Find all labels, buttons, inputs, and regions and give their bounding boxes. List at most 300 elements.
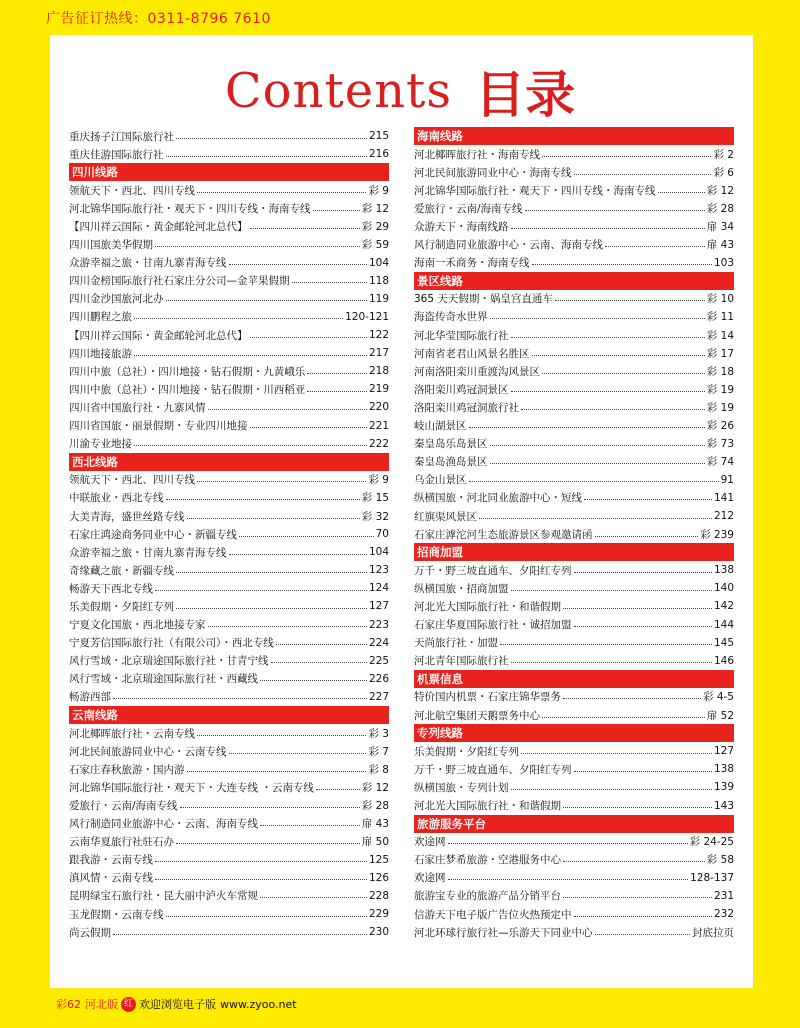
toc-entry[interactable]: [414, 398, 734, 416]
toc-entry-name: 风行制造同业旅游中心・云南、海南专线: [69, 818, 258, 831]
toc-entry[interactable]: [69, 616, 389, 634]
toc-leader-dots: [229, 554, 367, 555]
toc-entry-page: 104: [368, 546, 389, 559]
toc-leader-dots: [511, 337, 705, 338]
toc-entry[interactable]: [69, 724, 389, 742]
toc-entry[interactable]: [69, 670, 389, 688]
toc-entry-name: 河北椰晖旅行社・海南专线: [414, 148, 540, 161]
toc-entry[interactable]: [414, 308, 734, 326]
toc-entry-page: 223: [368, 618, 389, 631]
toc-entry-page: 124: [368, 582, 389, 595]
toc-leader-dots: [134, 355, 367, 356]
toc-entry[interactable]: [69, 652, 389, 670]
toc-entry-page: 彩 14: [706, 329, 734, 342]
toc-entry-page: 229: [368, 908, 389, 921]
toc-entry-page: 彩 18: [706, 365, 734, 378]
section-header: 专列线路: [414, 724, 734, 742]
section-header: 旅游服务平台: [414, 815, 734, 833]
toc-entry-page: 70: [375, 528, 389, 541]
toc-entry[interactable]: [69, 471, 389, 489]
toc-entry[interactable]: [414, 344, 734, 362]
toc-entry[interactable]: [69, 561, 389, 579]
toc-entry-page: 142: [713, 600, 734, 613]
toc-entry-page: 126: [368, 871, 389, 884]
toc-leader-dots: [166, 916, 367, 917]
toc-entry-name: 四川省国旅・丽景假期・专业四川地接: [69, 420, 248, 433]
toc-entry-page: 彩 15: [361, 492, 389, 505]
toc-entry-name: 纵横国旅・专列计划: [414, 781, 509, 794]
toc-entry-page: 125: [368, 853, 389, 866]
toc-entry-name: 大美青海，盛世丝路专线: [69, 510, 185, 523]
toc-entry-name: 宁夏芳信国际旅行社（有限公司）・西北专线: [69, 637, 274, 650]
toc-entry-page: 彩 28: [361, 800, 389, 813]
toc-entry[interactable]: [414, 923, 734, 941]
toc-entry-page: 彩 9: [368, 184, 389, 197]
toc-entry[interactable]: [414, 417, 734, 435]
toc-entry[interactable]: [414, 905, 734, 923]
toc-leader-dots: [563, 897, 712, 898]
toc-entry-name: 岐山湖景区: [414, 420, 467, 433]
toc-entry-name: 石家庄滹沱河生态旅游景区参观邀请函: [414, 528, 593, 541]
toc-entry-page: 彩 24-25: [689, 836, 734, 849]
toc-entry-name: 四川省中国旅行社・九寨风情: [69, 401, 206, 414]
toc-entry-name: 欢途网: [414, 836, 446, 849]
toc-entry[interactable]: [69, 833, 389, 851]
toc-entry[interactable]: [69, 181, 389, 199]
toc-leader-dots: [134, 318, 343, 319]
toc-entry[interactable]: [69, 525, 389, 543]
toc-leader-dots: [197, 192, 366, 193]
toc-entry-name: 重庆扬子江国际旅行社: [69, 130, 174, 143]
toc-entry-name: 领航天下・西北、四川专线: [69, 184, 195, 197]
toc-leader-dots: [574, 626, 712, 627]
toc-entry-name: 众游天下・海南线路: [414, 221, 509, 234]
toc-entry-name: 石家庄华夏国际旅行社・诚招加盟: [414, 619, 572, 632]
toc-entry-page: 230: [368, 926, 389, 939]
toc-leader-dots: [292, 282, 367, 283]
toc-leader-dots: [316, 789, 360, 790]
toc-entry[interactable]: [69, 815, 389, 833]
toc-entry[interactable]: [414, 561, 734, 579]
toc-entry[interactable]: [69, 290, 389, 308]
toc-entry[interactable]: [69, 923, 389, 941]
toc-entry-page: 212: [713, 510, 734, 523]
toc-entry[interactable]: [69, 308, 389, 326]
toc-entry-page: 123: [368, 564, 389, 577]
toc-leader-dots: [542, 717, 705, 718]
toc-entry-name: 信游天下电子版广告位火热预定中: [414, 908, 572, 921]
toc-entry-page: 221: [368, 419, 389, 432]
footer-url[interactable]: www.zyoo.net: [220, 997, 297, 1011]
toc-entry[interactable]: [69, 344, 389, 362]
toc-leader-dots: [584, 499, 712, 500]
toc-leader-dots: [113, 934, 367, 935]
toc-entry-page: 104: [368, 256, 389, 269]
toc-entry[interactable]: [414, 796, 734, 814]
toc-entry-name: 尚云假期: [69, 926, 111, 939]
toc-entry-page: 彩 239: [700, 528, 734, 541]
toc-entry[interactable]: [69, 362, 389, 380]
toc-leader-dots: [511, 391, 705, 392]
toc-entry-page: 彩 12: [361, 202, 389, 215]
toc-entry-page: 彩 32: [361, 510, 389, 523]
toc-leader-dots: [574, 174, 712, 175]
toc-entry-name: 中联旅业・西北专线: [69, 492, 164, 505]
toc-entry-page: 146: [713, 654, 734, 667]
toc-entry-name: 365 天天假期・娲皇宫直通车: [414, 293, 553, 306]
toc-entry[interactable]: [414, 435, 734, 453]
toc-entry[interactable]: [414, 706, 734, 724]
toc-entry[interactable]: [414, 634, 734, 652]
toc-entry[interactable]: [414, 254, 734, 272]
toc-leader-dots: [250, 427, 367, 428]
section-header: 西北线路: [69, 453, 389, 471]
toc-leader-dots: [574, 771, 712, 772]
toc-leader-dots: [555, 300, 705, 301]
toc-entry-page: 彩 74: [706, 456, 734, 469]
toc-entry-name: 玉龙假期・云南专线: [69, 908, 164, 921]
toc-entry[interactable]: [69, 579, 389, 597]
toc-entry-name: 纵横国旅・河北同业旅游中心・短线: [414, 492, 582, 505]
toc-entry-name: 河北青年国际旅行社: [414, 655, 509, 668]
toc-entry[interactable]: [69, 272, 389, 290]
toc-entry-name: 河南省老君山风景名胜区: [414, 347, 530, 360]
title-chinese: 目录: [475, 66, 576, 124]
toc-leader-dots: [479, 518, 712, 519]
toc-entry-page: 彩 19: [706, 383, 734, 396]
toc-entry-name: 秦皇岛渔岛景区: [414, 456, 488, 469]
toc-entry-page: 143: [713, 799, 734, 812]
toc-entry-page: 彩 4-5: [703, 691, 734, 704]
toc-entry[interactable]: [414, 326, 734, 344]
toc-entry[interactable]: [69, 380, 389, 398]
toc-entry-page: 225: [368, 654, 389, 667]
toc-entry-name: 河北民间旅游同业中心・海南专线: [414, 166, 572, 179]
toc-entry[interactable]: [69, 796, 389, 814]
toc-entry-name: 乐美假期・夕阳红专列: [414, 745, 519, 758]
toc-entry-name: 风行雪域・北京瑞途国际旅行社・西藏线: [69, 673, 258, 686]
toc-leader-dots: [187, 771, 367, 772]
toc-leader-dots: [155, 590, 367, 591]
toc-entry-page: 扉 50: [361, 836, 389, 849]
toc-entry-page: 215: [368, 130, 389, 143]
toc-entry-name: 海盗传奇水世界: [414, 311, 488, 324]
toc-entry[interactable]: [69, 127, 389, 145]
toc-entry-page: 118: [368, 274, 389, 287]
toc-entry-name: 四川金榜国际旅行社石家庄分公司—金苹果假期: [69, 275, 290, 288]
toc-entry-page: 彩 26: [706, 420, 734, 433]
toc-leader-dots: [276, 644, 367, 645]
toc-entry[interactable]: [69, 507, 389, 525]
toc-entry-page: 彩 28: [706, 202, 734, 215]
toc-entry[interactable]: [414, 851, 734, 869]
toc-entry-name: 海南一禾商务・海南专线: [414, 257, 530, 270]
toc-leader-dots: [260, 897, 367, 898]
section-header: 云南线路: [69, 706, 389, 724]
toc-entry[interactable]: [414, 833, 734, 851]
toc-entry-page: 127: [368, 600, 389, 613]
toc-leader-dots: [511, 662, 712, 663]
toc-entry-name: 乌金山景区: [414, 474, 467, 487]
toc-leader-dots: [229, 264, 367, 265]
toc-entry-page: 彩 19: [706, 401, 734, 414]
toc-entry[interactable]: [414, 887, 734, 905]
toc-entry-page: 封底拉页: [692, 926, 734, 939]
toc-leader-dots: [500, 644, 712, 645]
toc-entry[interactable]: [414, 163, 734, 181]
toc-entry-page: 彩 58: [706, 854, 734, 867]
toc-entry-name: 爱旅行・云南/海南专线: [69, 800, 178, 813]
toc-leader-dots: [155, 861, 367, 862]
toc-entry-name: 四川金沙国旅河北办: [69, 293, 164, 306]
toc-entry[interactable]: [414, 362, 734, 380]
toc-entry[interactable]: [69, 597, 389, 615]
toc-entry[interactable]: [69, 887, 389, 905]
toc-entry[interactable]: [69, 326, 389, 344]
toc-entry[interactable]: [414, 489, 734, 507]
toc-entry-page: 219: [368, 383, 389, 396]
toc-entry-name: 河北光大国际旅行社・和谐假期: [414, 600, 561, 613]
toc-entry-page: 216: [368, 148, 389, 161]
toc-leader-dots: [521, 409, 705, 410]
toc-entry[interactable]: [414, 597, 734, 615]
toc-leader-dots: [448, 843, 688, 844]
section-header: 景区线路: [414, 272, 734, 290]
toc-entry[interactable]: [414, 453, 734, 471]
toc-entry-name: 特价国内机票・石家庄锦华票务: [414, 691, 561, 704]
toc-entry-page: 222: [368, 437, 389, 450]
toc-entry-page: 144: [713, 618, 734, 631]
toc-leader-dots: [307, 391, 367, 392]
toc-entry-page: 218: [368, 365, 389, 378]
toc-entry-page: 138: [713, 763, 734, 776]
toc-entry[interactable]: [414, 471, 734, 489]
toc-entry-name: 河北航空集团天鹅票务中心: [414, 709, 540, 722]
toc-leader-dots: [595, 934, 691, 935]
toc-entry-name: 红旗渠风景区: [414, 510, 477, 523]
footer-edition: 河北版: [85, 998, 118, 1011]
toc-entry[interactable]: [414, 507, 734, 525]
toc-entry[interactable]: [69, 742, 389, 760]
toc-entry-name: 领航天下・西北、四川专线: [69, 474, 195, 487]
toc-leader-dots: [542, 373, 705, 374]
toc-leader-dots: [176, 572, 367, 573]
toc-entry-name: 河北锦华国际旅行社・观天下・四川专线・海南专线: [414, 184, 656, 197]
toc-entry-page: 224: [368, 636, 389, 649]
toc-entry[interactable]: [414, 290, 734, 308]
toc-entry[interactable]: [69, 869, 389, 887]
toc-leader-dots: [469, 427, 705, 428]
toc-entry[interactable]: [414, 869, 734, 887]
toc-entry-name: 畅游天下西北专线: [69, 582, 153, 595]
toc-entry-name: 洛阳栾川鸡冠洞旅行社: [414, 401, 519, 414]
toc-entry[interactable]: [69, 417, 389, 435]
toc-entry[interactable]: [414, 380, 734, 398]
toc-entry-page: 彩 2: [713, 148, 734, 161]
footer-badge-icon: 红: [121, 997, 136, 1012]
toc-leader-dots: [313, 210, 360, 211]
toc-entry-page: 彩 6: [713, 166, 734, 179]
toc-entry-name: 四川地接旅游: [69, 347, 132, 360]
toc-entry[interactable]: [69, 688, 389, 706]
toc-entry[interactable]: [414, 217, 734, 235]
toc-entry-name: 纵横国旅・招商加盟: [414, 582, 509, 595]
toc-entry[interactable]: [69, 254, 389, 272]
toc-entry-name: 畅游西部: [69, 691, 111, 704]
toc-entry-page: 彩 12: [361, 781, 389, 794]
toc-entry[interactable]: [414, 778, 734, 796]
title-english: Contents: [224, 63, 452, 119]
toc-entry[interactable]: [414, 742, 734, 760]
toc-leader-dots: [166, 499, 360, 500]
toc-leader-dots: [574, 572, 712, 573]
ad-hotline: 广告征订热线：0311-8796 7610: [46, 11, 271, 27]
toc-leader-dots: [511, 228, 705, 229]
toc-entry-name: 万千・野三坡直通车、夕阳红专列: [414, 564, 572, 577]
toc-leader-dots: [208, 409, 367, 410]
toc-entry-name: 四川国旅美华假期: [69, 239, 153, 252]
toc-leader-dots: [532, 264, 712, 265]
toc-entry-name: 跟我游・云南专线: [69, 854, 153, 867]
toc-entry-page: 彩 7: [368, 745, 389, 758]
section-header: 海南线路: [414, 127, 734, 145]
toc-entry[interactable]: [414, 579, 734, 597]
toc-entry-page: 彩 17: [706, 347, 734, 360]
toc-entry-name: 秦皇岛乐岛景区: [414, 438, 488, 451]
toc-leader-dots: [511, 789, 712, 790]
toc-entry[interactable]: [414, 236, 734, 254]
toc-entry-name: 重庆佳游国际旅行社: [69, 148, 164, 161]
toc-entry[interactable]: [414, 525, 734, 543]
toc-entry-page: 91: [720, 473, 734, 486]
toc-entry-name: 四川鹏程之旅: [69, 311, 132, 324]
toc-entry-name: 云南华夏旅行社驻石办: [69, 836, 174, 849]
toc-entry[interactable]: [69, 489, 389, 507]
toc-leader-dots: [448, 879, 689, 880]
toc-entry-page: 彩 59: [361, 239, 389, 252]
toc-entry-name: 昆明绿宝石旅行社・昆大丽中泸火车常规: [69, 890, 258, 903]
toc-right-column: [414, 127, 734, 941]
toc-entry-page: 122: [368, 329, 389, 342]
toc-leader-dots: [176, 608, 367, 609]
toc-entry-page: 彩 11: [706, 311, 734, 324]
toc-entry[interactable]: [69, 435, 389, 453]
toc-leader-dots: [134, 445, 367, 446]
toc-entry[interactable]: [69, 905, 389, 923]
toc-entry-name: 旅游宝专业的旅游产品分销平台: [414, 890, 561, 903]
toc-entry[interactable]: [414, 181, 734, 199]
toc-entry[interactable]: [69, 398, 389, 416]
page-title: [0, 55, 800, 127]
toc-leader-dots: [605, 246, 705, 247]
toc-entry-page: 彩 12: [706, 184, 734, 197]
toc-entry-page: 140: [713, 582, 734, 595]
toc-entry-page: 120-121: [345, 310, 389, 323]
toc-entry[interactable]: [69, 760, 389, 778]
toc-entry[interactable]: [414, 616, 734, 634]
toc-entry-page: 扉 43: [706, 239, 734, 252]
toc-entry-name: 宁夏文化国旅・西北地接专家: [69, 619, 206, 632]
toc-leader-dots: [469, 481, 719, 482]
toc-entry[interactable]: [69, 851, 389, 869]
toc-entry-page: 103: [713, 256, 734, 269]
toc-entry[interactable]: [69, 145, 389, 163]
toc-leader-dots: [239, 536, 374, 537]
toc-entry[interactable]: [69, 778, 389, 796]
toc-leader-dots: [176, 138, 367, 139]
toc-entry-name: 石家庄梦希旅游・空港服务中心: [414, 854, 561, 867]
toc-entry-name: 风行制造同业旅游中心・云南、海南专线: [414, 239, 603, 252]
toc-entry-name: 河北锦华国际旅行社・观天下・四川专线・海南专线: [69, 202, 311, 215]
toc-entry[interactable]: [414, 145, 734, 163]
toc-left-column: [69, 127, 389, 941]
toc-entry[interactable]: [69, 543, 389, 561]
toc-entry-page: 139: [713, 781, 734, 794]
toc-entry[interactable]: [69, 217, 389, 235]
toc-leader-dots: [511, 590, 712, 591]
toc-entry-name: 众游幸福之旅・甘南九寨青海专线: [69, 257, 227, 270]
footer-page-label: 彩62: [56, 998, 81, 1011]
toc-entry[interactable]: [69, 236, 389, 254]
toc-entry-page: 彩 29: [361, 221, 389, 234]
toc-entry[interactable]: [69, 634, 389, 652]
toc-entry[interactable]: [69, 199, 389, 217]
toc-leader-dots: [187, 518, 360, 519]
toc-entry-name: 【四川祥云国际・黄金邮轮河北总代】: [69, 329, 248, 342]
toc-leader-dots: [197, 735, 366, 736]
toc-entry[interactable]: [414, 652, 734, 670]
toc-leader-dots: [563, 807, 712, 808]
toc-entry-name: 滇风情・云南专线: [69, 872, 153, 885]
page-footer: [56, 996, 297, 1012]
toc-entry-name: 石家庄春秋旅游・国内游: [69, 763, 185, 776]
toc-leader-dots: [563, 698, 701, 699]
toc-entry-name: 天尚旅行社・加盟: [414, 637, 498, 650]
toc-entry-page: 彩 10: [706, 293, 734, 306]
toc-leader-dots: [307, 373, 367, 374]
toc-entry-page: 145: [713, 636, 734, 649]
toc-entry-page: 217: [368, 347, 389, 360]
toc-entry-name: 洛阳栾川鸡冠洞景区: [414, 383, 509, 396]
toc-entry-page: 220: [368, 401, 389, 414]
toc-leader-dots: [155, 246, 360, 247]
toc-leader-dots: [490, 445, 705, 446]
toc-entry-name: 乐美假期・夕阳红专列: [69, 600, 174, 613]
toc-entry-name: 河北光大国际旅行社・和谐假期: [414, 800, 561, 813]
toc-entry-page: 彩 8: [368, 763, 389, 776]
toc-entry-page: 141: [713, 491, 734, 504]
toc-entry-page: 扉 34: [706, 221, 734, 234]
toc-leader-dots: [563, 608, 712, 609]
toc-entry-name: 川渝专业地接: [69, 438, 132, 451]
toc-entry-name: 风行雪域・北京瑞途国际旅行社・甘青宁线: [69, 655, 269, 668]
toc-leader-dots: [542, 156, 711, 157]
toc-leader-dots: [595, 536, 699, 537]
toc-entry-name: 四川中旅（总社）・四川地接・钻石假期・九黄峨乐: [69, 365, 306, 378]
toc-entry-page: 226: [368, 672, 389, 685]
toc-leader-dots: [166, 156, 367, 157]
toc-entry-page: 彩 73: [706, 438, 734, 451]
toc-entry-name: 众游幸福之旅・甘南九寨青海专线: [69, 546, 227, 559]
toc-entry-name: 石家庄鸿途商务同业中心・新疆专线: [69, 528, 237, 541]
toc-entry[interactable]: [414, 760, 734, 778]
toc-leader-dots: [155, 879, 367, 880]
toc-entry-name: 河北华莹国际旅行社: [414, 329, 509, 342]
toc-entry[interactable]: [414, 199, 734, 217]
toc-entry-name: 奇缘藏之旅・新疆专线: [69, 564, 174, 577]
toc-leader-dots: [260, 825, 360, 826]
toc-entry[interactable]: [414, 688, 734, 706]
